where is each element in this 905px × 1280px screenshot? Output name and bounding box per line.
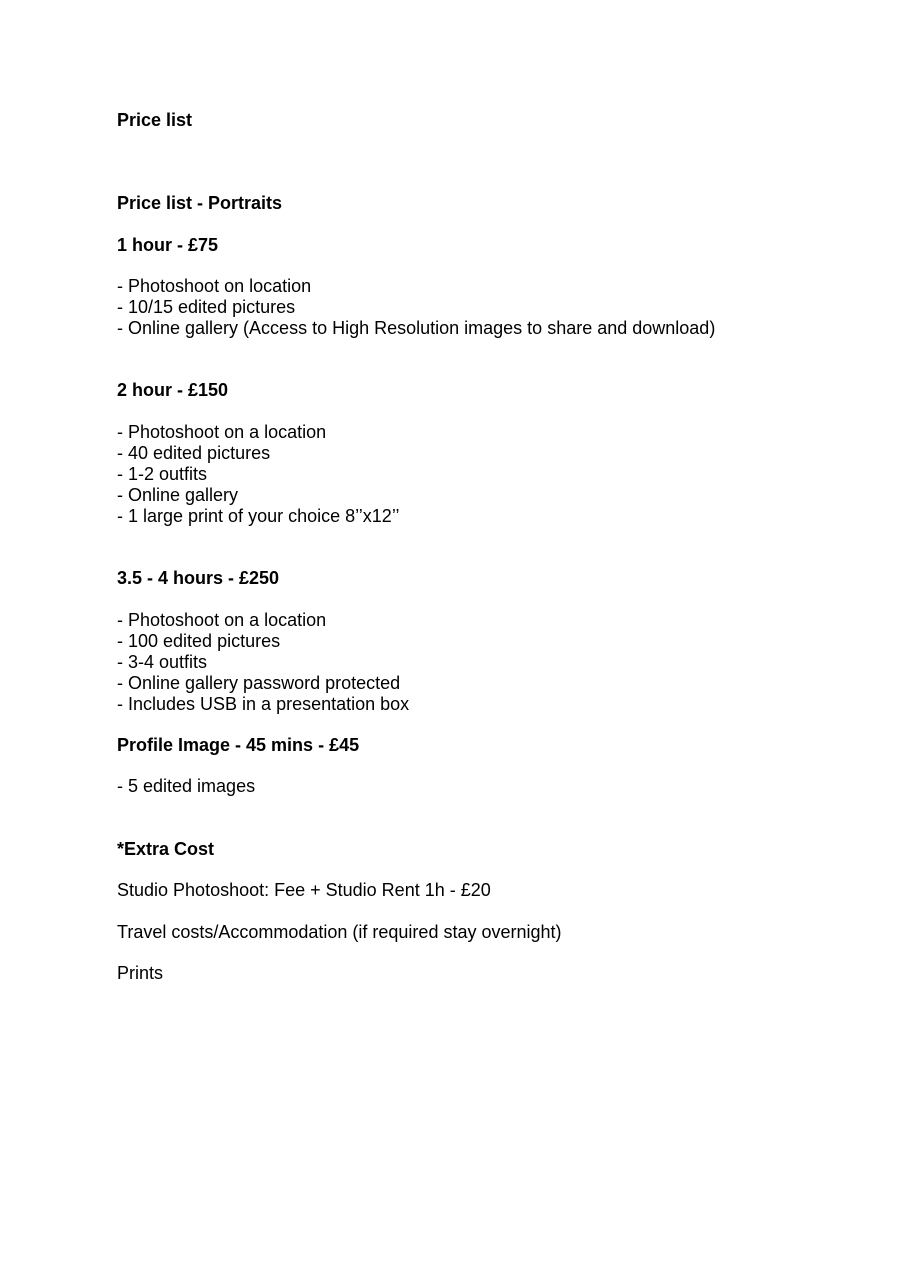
list-item: - Photoshoot on a location — [117, 610, 327, 630]
extra-cost-item: Travel costs/Accommodation (if required stay overnight) — [117, 922, 562, 942]
extra-cost-item: Studio Photoshoot: Fee + Studio Rent 1h - £20 — [117, 880, 491, 900]
package-heading-4-hours: 3.5 - 4 hours - £250 — [117, 568, 280, 588]
list-item: - Online gallery — [117, 485, 239, 505]
list-item: - 1-2 outfits — [117, 464, 208, 484]
package-heading-2-hour: 2 hour - £150 — [117, 380, 229, 400]
list-item: - 3-4 outfits — [117, 652, 208, 672]
list-item: - 1 large print of your choice 8’’x12’’ — [117, 506, 400, 526]
list-item: - 100 edited pictures — [117, 631, 281, 651]
list-item: - 40 edited pictures — [117, 443, 271, 463]
list-item: - Online gallery (Access to High Resolution images to share and download) — [117, 318, 716, 338]
list-item: - Photoshoot on location — [117, 276, 312, 296]
document-title: Price list — [117, 110, 193, 130]
list-item: - 10/15 edited pictures — [117, 297, 296, 317]
extra-cost-item: Prints — [117, 963, 164, 983]
list-item: - Online gallery password protected — [117, 673, 401, 693]
document-page — [117, 0, 877, 1280]
package-heading-1-hour: 1 hour - £75 — [117, 235, 219, 255]
list-item: - Includes USB in a presentation box — [117, 694, 410, 714]
list-item: - 5 edited images — [117, 776, 256, 796]
section-title: Price list - Portraits — [117, 193, 283, 213]
extra-cost-heading: *Extra Cost — [117, 839, 215, 859]
list-item: - Photoshoot on a location — [117, 422, 327, 442]
package-heading-profile-image: Profile Image - 45 mins - £45 — [117, 735, 360, 755]
